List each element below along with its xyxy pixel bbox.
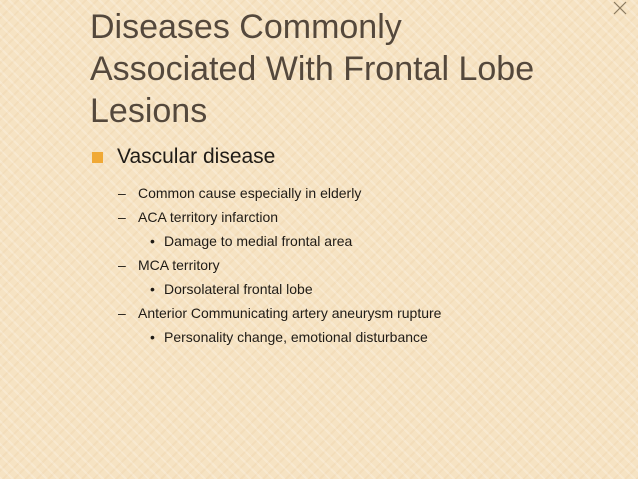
- title-line: Diseases Commonly: [90, 8, 402, 46]
- dash-marker: –: [118, 305, 126, 321]
- dash-marker: –: [118, 185, 126, 201]
- bullet-list: [90, 143, 610, 349]
- sub-sub-bullet: [90, 229, 610, 253]
- sub-sub-bullet: [90, 325, 610, 349]
- x-mark-icon: [612, 0, 628, 16]
- bullet-level-1: [90, 143, 610, 171]
- dot-marker: •: [150, 233, 155, 249]
- sub-bullet-text: ACA territory infarction: [138, 209, 279, 225]
- sub-bullet-text: Common cause especially in elderly: [138, 185, 362, 201]
- sub-sub-bullet-text: Dorsolateral frontal lobe: [164, 281, 313, 297]
- sub-bullet: [90, 253, 610, 277]
- dot-marker: •: [150, 281, 155, 297]
- slide-title: [90, 6, 610, 132]
- dash-marker: –: [118, 257, 126, 273]
- sub-bullet: [90, 181, 610, 205]
- title-line: Associated With Frontal Lobe: [90, 50, 535, 88]
- title-line: Lesions: [90, 92, 208, 130]
- dash-marker: –: [118, 209, 126, 225]
- dot-marker: •: [150, 329, 155, 345]
- sub-bullet: [90, 205, 610, 229]
- sub-bullet: [90, 301, 610, 325]
- sub-sub-bullet-text: Damage to medial frontal area: [164, 233, 353, 249]
- sub-sub-bullet-text: Personality change, emotional disturbance: [164, 329, 428, 345]
- sub-bullet-text: Anterior Communicating artery aneurysm rupture: [138, 305, 442, 321]
- bullet-label: Vascular disease: [117, 145, 276, 168]
- square-bullet-icon: [92, 152, 103, 163]
- sub-sub-bullet: [90, 277, 610, 301]
- sub-bullet-text: MCA territory: [138, 257, 220, 273]
